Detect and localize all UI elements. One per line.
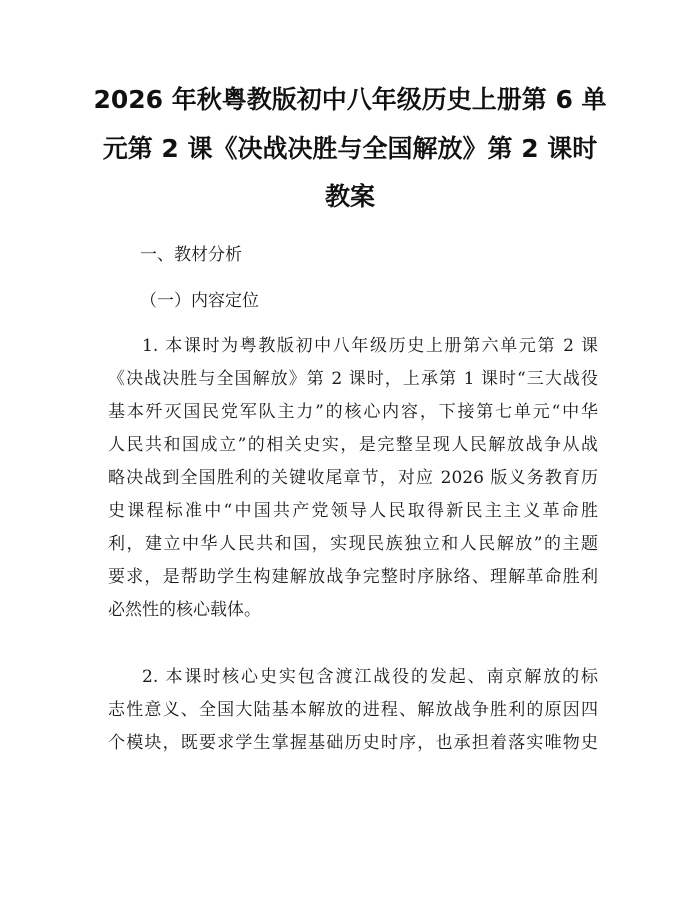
paragraph-2 [108, 661, 598, 760]
paragraph-2-line: 2. 本课时核心史实包含渡江战役的发起、南京解放的标 [142, 667, 598, 687]
paragraph-1-line: 必然性的核心载体。 [108, 600, 261, 620]
document-title-line-2: 元第 2 课《决战决胜与全国解放》第 2 课时 [102, 134, 598, 163]
paragraph-1-line: 人民共和国成立”的相关史实，是完整呈现人民解放战争从战 [108, 435, 598, 455]
paragraph-1-line: 基本歼灭国民党军队主力”的核心内容，下接第七单元“中华 [108, 402, 598, 422]
section-heading: 一、教材分析 [140, 245, 242, 265]
paragraph-1-line: 《决战决胜与全国解放》第 2 课时，上承第 1 课时“三大战役 [108, 369, 598, 389]
paragraph-2-line: 个模块，既要求学生掌握基础历史时序，也承担着落实唯物史 [108, 733, 598, 753]
document-title-line-1: 2026 年秋粤教版初中八年级历史上册第 6 单 [93, 85, 607, 114]
paragraph-1-line: 利，建立中华人民共和国，实现民族独立和人民解放”的主题 [108, 534, 598, 554]
paragraph-2-line: 志性意义、全国大陆基本解放的进程、解放战争胜利的原因四 [108, 700, 598, 720]
paragraph-1-line: 1. 本课时为粤教版初中八年级历史上册第六单元第 2 课 [142, 336, 598, 356]
paragraph-1-line: 史课程标准中“中国共产党领导人民取得新民主主义革命胜 [108, 501, 598, 521]
document-title-line-3: 教案 [324, 182, 375, 211]
paragraph-1 [108, 330, 598, 627]
subsection-heading: （一）内容定位 [140, 291, 259, 311]
paragraph-1-line: 要求，是帮助学生构建解放战争完整时序脉络、理解革命胜利 [108, 567, 598, 587]
paragraph-1-line: 略决战到全国胜利的关键收尾章节，对应 2026 版义务教育历 [108, 468, 598, 488]
